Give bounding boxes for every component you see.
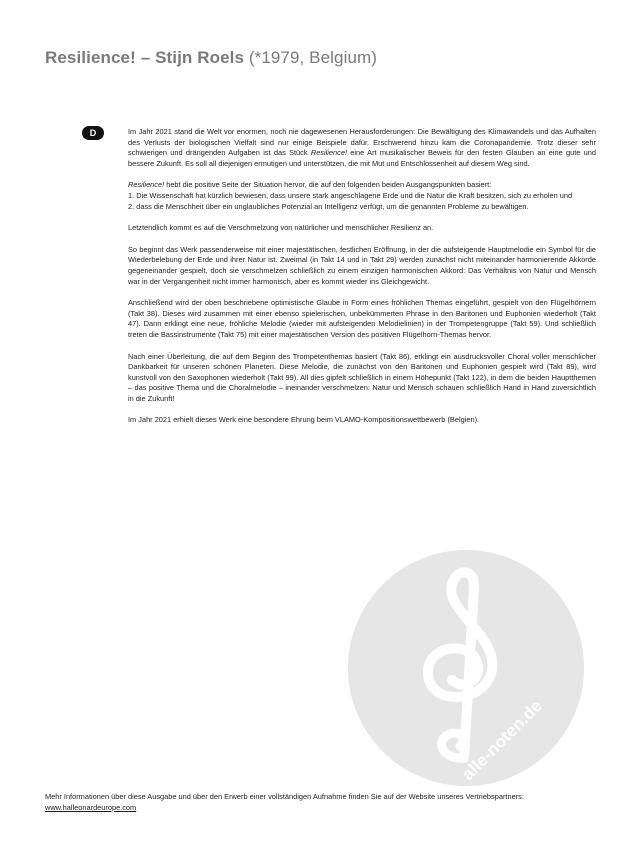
language-badge: D [82, 126, 104, 140]
list-item: 2. dass die Menschheit über ein unglaubliches Potenzial an Intelligenz verfügt, um die genannten Probleme zu bewältigen. [128, 201, 529, 211]
paragraph-3: Letztendlich kommt es auf die Verschmelzung von natürlicher und menschlicher Resilienz an. [128, 223, 434, 233]
paragraph-6: Nach einer Überleitung, die auf dem Beginn des Trompetenthemas basiert (Takt 86), erklingt ein ausdrucksvoller Choral voller menschlicher Dankbarkeit für unseren schönen Planeten. Diese Melodie, die zunächst von den Baritonen und Euphonien gespielt wird (Takt 89), wird kunstvoll von den Saxophonen wiederholt (Takt 99). All dies gipfelt schließlich in einem Höhepunkt (Takt 122), in dem die beiden Hauptthemen – das positive Thema und die Choralmelodie – ineinander verschmelzen: Natur und Mensch schauen schließlich Hand in Hand zuversichtlich in die Zukunft! [128, 351, 596, 403]
list-item: 1. Die Wissenschaft hat kürzlich bewiesen, dass unsere stark angeschlagene Erde und die Natur die Kraft besitzen, sich zu erholen und [128, 190, 573, 200]
description-body [128, 127, 596, 437]
footer [45, 792, 597, 813]
paragraph-5: Anschließend wird der oben beschriebene optimistische Glaube in Form eines fröhlichen Themas eingeführt, gespielt von den Flügelhörnern (Takt 38). Dieses wird zusammen mit einer ebenso spielerischen, unbekümmerten Phrase in den Baritonen und Euphonien wiederholt (Takt 47). Dann erklingt eine neue, fröhliche Melodie (wieder mit aufsteigenden Melodielinien) in der Trompetengruppe (Takt 59). Und schließlich treten die Bassinstrumente (Takt 75) mit einer majestätischen Version des positiven Flügelhorn-Themas hervor. [128, 298, 596, 339]
footer-text: Mehr Informationen über diese Ausgabe und über den Erwerb einer vollständigen Aufnahme finden Sie auf der Website unseres Vertriebspartners: [45, 792, 524, 801]
paragraph-2: Resilience! hebt die positive Seite der Situation hervor, die auf den folgenden beiden Ausgangspunkten basiert: 1. Die Wissenschaft hat kürzlich bewiesen, dass unsere stark angeschlagene Erde und die Natur die Kraft besitzen, sich zu erholen und 2. dass die Menschheit über ein unglaubliches Potenzial an Intelligenz verfügt, um die genannten Probleme zu bewältigen. [128, 180, 596, 212]
title-main: Resilience! – Stijn Roels [45, 48, 245, 67]
page-title [45, 48, 377, 68]
title-subtitle: (*1979, Belgium) [248, 48, 378, 67]
watermark-text: alle-noten.de [458, 696, 546, 784]
paragraph-4: So beginnt das Werk passenderweise mit einer majestätischen, festlichen Eröffnung, in der die aufsteigende Hauptmelodie ein Symbol für die Wiederbelebung der Erde und ihrer Natur ist. Zweimal (in Takt 14 und in Takt 29) werden zunächst nicht miteinander harmonierende Akkorde gegeneinander gespielt, doch sie verschmelzen schließlich zu einem einzigen harmonischen Akkord: Das Verhältnis von Natur und Mensch war in der Vergangenheit nicht immer harmonisch, aber es kommt wieder ins Gleichgewicht. [128, 244, 596, 286]
treble-clef-watermark [346, 548, 586, 788]
partner-website-link[interactable]: www.halleonardeurope.com [45, 802, 137, 812]
paragraph-1: Im Jahr 2021 stand die Welt vor enormen, noch nie dagewesenen Herausforderungen: Die Bewältigung des Klimawandels und das Aufhalten des Verlusts der biologischen Vielfalt sind nur einige Beispiele dafür. Erschwerend hinzu kam die Coronapandemie. Trotz dieser sehr schwierigen und drängenden Aufgaben ist das Stück Resilience! eine Art musikalischer Beweis für den festen Glauben an eine gute und bessere Zukunft. Es soll all diejenigen ermutigen und unterstützen, die mit Mut und Entschlossenheit auf diesem Weg sind. [128, 127, 596, 168]
paragraph-7: Im Jahr 2021 erhielt dieses Werk eine besondere Ehrung beim VLAMO-Kompositionswettbewerb (Belgien). [128, 415, 480, 425]
